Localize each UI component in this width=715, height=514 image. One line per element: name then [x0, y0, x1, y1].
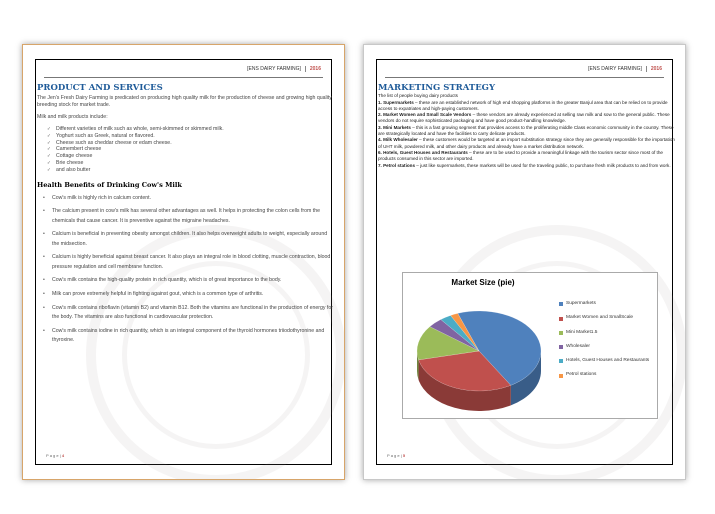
left-page-content: [37, 85, 334, 350]
header-rule: [385, 77, 664, 78]
page-number: 5: [402, 453, 406, 458]
segment-text: – just like supermarkets, these markets will be used for the traveling public, to purchase fresh milk products to and from work.: [415, 162, 671, 168]
pie-chart: [407, 289, 567, 434]
legend-label: Mini Market1.5: [566, 329, 598, 335]
header-company: [ENS DAIRY FARMING]: [243, 66, 306, 72]
benefits-list: [37, 194, 334, 346]
market-size-chart: [402, 272, 658, 419]
legend-label: Wholesaler: [566, 343, 590, 349]
benefit-item: • The calcium present in cow's milk has several other advantages as well. It helps in protecting the colon cells from the chemicals that cause cancer. It is preventive against the migraine headaches.: [43, 207, 334, 226]
segment-name: 7. Petrol stations: [378, 162, 416, 168]
benefit-item: • Milk can prove extremely helpful in fighting against gout, which is a common type of arthritis.: [43, 290, 334, 299]
segment-text: – these are an established network of high end shopping platforms in the greater Banjul area that can be relied on to provide access to expatriates and high-paying customers.: [378, 99, 668, 111]
header-year: 2016: [309, 66, 321, 72]
legend-item: [559, 315, 655, 320]
legend-swatch: [559, 302, 563, 306]
page-number: 4: [61, 453, 65, 458]
page-footer: [46, 453, 64, 458]
header-year: 2016: [650, 66, 662, 72]
subheading: Health Benefits of Drinking Cow's Milk: [37, 180, 182, 189]
legend-item: [559, 301, 655, 306]
intro-paragraph: The Jen's Fresh Dairy Farming is predicated on producing high quality milk for the production of cheese and growing high quality breeding stock for market trade.: [37, 95, 332, 108]
segment-paragraph: [378, 112, 675, 125]
legend-item: [559, 344, 655, 349]
header-company: [ENS DAIRY FARMING]: [584, 66, 647, 72]
chart-title: Market Size (pie): [451, 278, 515, 287]
legend-swatch: [559, 359, 563, 363]
legend-swatch: [559, 317, 563, 321]
legend-swatch: [559, 331, 563, 335]
segment-text: – these vendors are already experienced at selling raw milk and sow to the general public. These vendors do not require sophisticated packaging and have good product-handling knowledge.: [378, 112, 670, 124]
page-header: [584, 66, 662, 72]
segment-text: – these customers would be targeted at an import substitution strategy since they are generally responsible for the importation of UHT milk, powdered milk, and other dairy products and already have a market distribution network.: [378, 137, 675, 149]
header-rule: [44, 77, 323, 78]
benefit-item: • Cow's milk contains iodine in rich quantity, which is an integral component of the thyroid hormones triiodothyronine and thyroxine.: [43, 327, 334, 346]
segment-name: 1. Supermarkets: [378, 99, 414, 105]
benefit-item: • Cow's milk contains the high-quality protein in rich quantity, which is of great importance to the body.: [43, 276, 334, 285]
product-item: ✓ Different varieties of milk such as whole, semi-skimmed or skimmed milk.: [47, 126, 334, 133]
legend-label: Petrol stations: [566, 372, 597, 378]
segment-name: 3. Mini Markets: [378, 124, 411, 130]
footer-label: P a g e |: [387, 453, 402, 458]
legend-swatch: [559, 374, 563, 378]
page-footer: [387, 453, 405, 458]
list-intro: Milk and milk products include:: [37, 114, 108, 120]
benefit-item: • Cow's milk contains riboflavin (vitamin B2) and vitamin B12. Both the vitamins are functional in the production of energy for the body. The vitamins are also functional in cardiovascular protection.: [43, 304, 334, 323]
segment-paragraph: [378, 137, 675, 150]
product-item: ✓ and also butter: [47, 167, 334, 174]
product-item: ✓ Cottage cheese: [47, 153, 334, 160]
right-page-content: [378, 85, 675, 169]
document-page-left: [22, 44, 345, 480]
segment-paragraph: [378, 100, 675, 113]
legend-label: Hotels, Guest Houses and Restaurants: [566, 358, 650, 364]
legend-swatch: [559, 345, 563, 349]
page-header: [243, 66, 321, 72]
product-item: ✓ Brie cheese: [47, 160, 334, 167]
segment-paragraph: [378, 125, 675, 138]
product-item: ✓ Cheese such as cheddar cheese or edam cheese.: [47, 140, 334, 147]
segment-name: 2. Market Women and Small Scale Vendors: [378, 112, 472, 118]
legend-item: [559, 358, 655, 363]
segment-text: – this is a fast growing segment that provides access to the proliferating middle Class economic community in the country. These are strategically located and have the facilities to carry delicate products.: [378, 124, 674, 137]
legend-item: [559, 330, 655, 335]
products-list: [47, 126, 334, 174]
benefit-item: • Calcium is beneficial in preventing obesity amongst children. It also helps overweight adults to weight, especially around the midsection.: [43, 230, 334, 249]
product-item: ✓ Camembert cheese: [47, 146, 334, 153]
product-item: ✓ Yoghurt such as Greek, natural or flavored.: [47, 133, 334, 140]
segments-list: [378, 100, 675, 169]
segment-name: 4. Milk Wholesaler: [378, 137, 418, 143]
section-heading: MARKETING STRATEGY: [378, 83, 496, 93]
chart-legend: [559, 301, 655, 378]
legend-item: [559, 372, 655, 377]
segment-paragraph: [378, 163, 675, 169]
benefit-item: • Calcium is highly beneficial against breast cancer. It also plays an integral role in blood clotting, muscle contraction, blood pressure regulation and cell membrane function.: [43, 253, 334, 272]
legend-label: Supermarkets: [566, 301, 596, 306]
section-heading: PRODUCT AND SERVICES: [37, 83, 163, 93]
footer-label: P a g e |: [46, 453, 61, 458]
benefit-item: • Cow's milk is highly rich in calcium content.: [43, 194, 334, 203]
intro-paragraph: The list of people buying dairy products: [378, 93, 458, 99]
segment-text: – these are to be used to provide a meaningful linkage with the tourism sector since most of the products consumed in this sector are imported.: [378, 149, 663, 162]
document-page-right: [363, 44, 686, 480]
legend-label: Market Women and SmallScale: [566, 315, 634, 321]
segment-name: 6. Hotels, Guest Houses and Restaurants: [378, 149, 468, 155]
segment-paragraph: [378, 150, 675, 163]
